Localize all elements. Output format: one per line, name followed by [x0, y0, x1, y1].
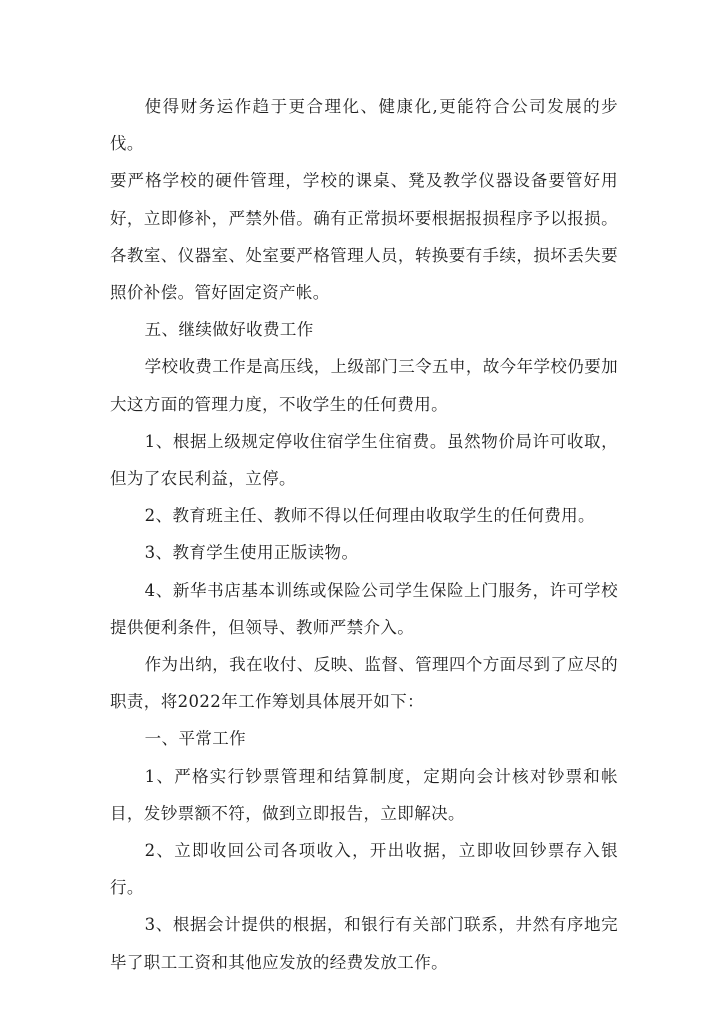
list-item: 3、教育学生使用正版读物。 — [144, 543, 359, 563]
list-item: 1、根据上级规定停收住宿学生住宿费。虽然物价局许可收取，但为了农民利益，立停。 — [110, 431, 618, 489]
paragraph: 学校收费工作是高压线，上级部门三令五申，故今年学校仍要加大这方面的管理力度，不收学生的任何费用。 — [110, 357, 618, 414]
paragraph: 使得财务运作趋于更合理化、健康化,更能符合公司发展的步伐。 — [110, 97, 618, 154]
section-heading: 一、平常工作 — [144, 729, 247, 749]
list-item: 2、教育班主任、教师不得以任何理由收取学生的任何费用。 — [144, 506, 595, 526]
list-item: 4、新华书店基本训练或保险公司学生保险上门服务，许可学校提供便利条件，但领导、教师严禁介入。 — [110, 580, 618, 637]
document-body — [110, 88, 618, 981]
section-heading: 五、继续做好收费工作 — [144, 320, 314, 340]
list-item: 1、严格实行钞票管理和结算制度，定期向会计核对钞票和帐目，发钞票额不符，做到立即报告，立即解决。 — [110, 766, 618, 823]
paragraph: 作为出纳，我在收付、反映、监督、管理四个方面尽到了应尽的职责，将2022年工作筹划具体展开如下： — [110, 655, 618, 712]
list-item: 2、立即收回公司各项收入，开出收据，立即收回钞票存入银行。 — [110, 841, 618, 898]
paragraph: 要严格学校的硬件管理，学校的课桌、凳及教学仪器设备要管好用好，立即修补，严禁外借。确有正常损坏要根据报损程序予以报损。各教室、仪器室、处室要严格管理人员，转换要有手续，损坏丢失要照价补偿。管好固定资产帐。 — [110, 171, 618, 303]
list-item: 3、根据会计提供的根据，和银行有关部门联系，井然有序地完毕了职工工资和其他应发放的经费发放工作。 — [110, 915, 618, 972]
